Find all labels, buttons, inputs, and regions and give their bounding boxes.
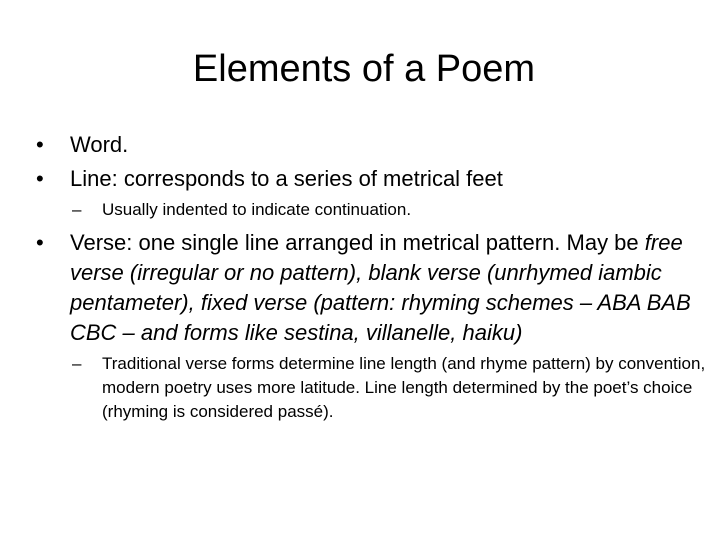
bullet-icon: • [36, 166, 44, 191]
dash-icon: – [72, 354, 82, 373]
bullet-icon: • [36, 230, 44, 255]
sub-bullet-verse-forms [28, 352, 708, 424]
bullet-icon: • [36, 132, 44, 157]
bullet-text [70, 230, 691, 345]
sub-bullet-text: Usually indented to indicate continuation. [102, 200, 412, 219]
bullet-text-plain: Verse: one single line arranged in metrical pattern. May be [70, 230, 645, 255]
slide-body [28, 130, 708, 430]
bullet-text: Word. [70, 132, 129, 157]
slide-title: Elements of a Poem [192, 48, 536, 90]
sub-bullet-text: Traditional verse forms determine line length (and rhyme pattern) by convention, modern poetry uses more latitude. Line length determined by the poet’s choice (rhyming is considered passé). [102, 354, 706, 421]
sub-bullet-line-indent [28, 198, 708, 222]
bullet-line [28, 164, 708, 194]
bullet-word [28, 130, 708, 160]
dash-icon: – [72, 200, 82, 219]
bullet-verse [28, 228, 708, 348]
bullet-text-italic: free verse (irregular or no pattern), blank verse (unrhymed iambic pentameter), fixed verse (pattern: rhyming schemes – ABA BAB CBC – and forms like sestina, villanelle, haiku) [70, 230, 691, 345]
bullet-text: Line: corresponds to a series of metrical feet [70, 166, 503, 191]
